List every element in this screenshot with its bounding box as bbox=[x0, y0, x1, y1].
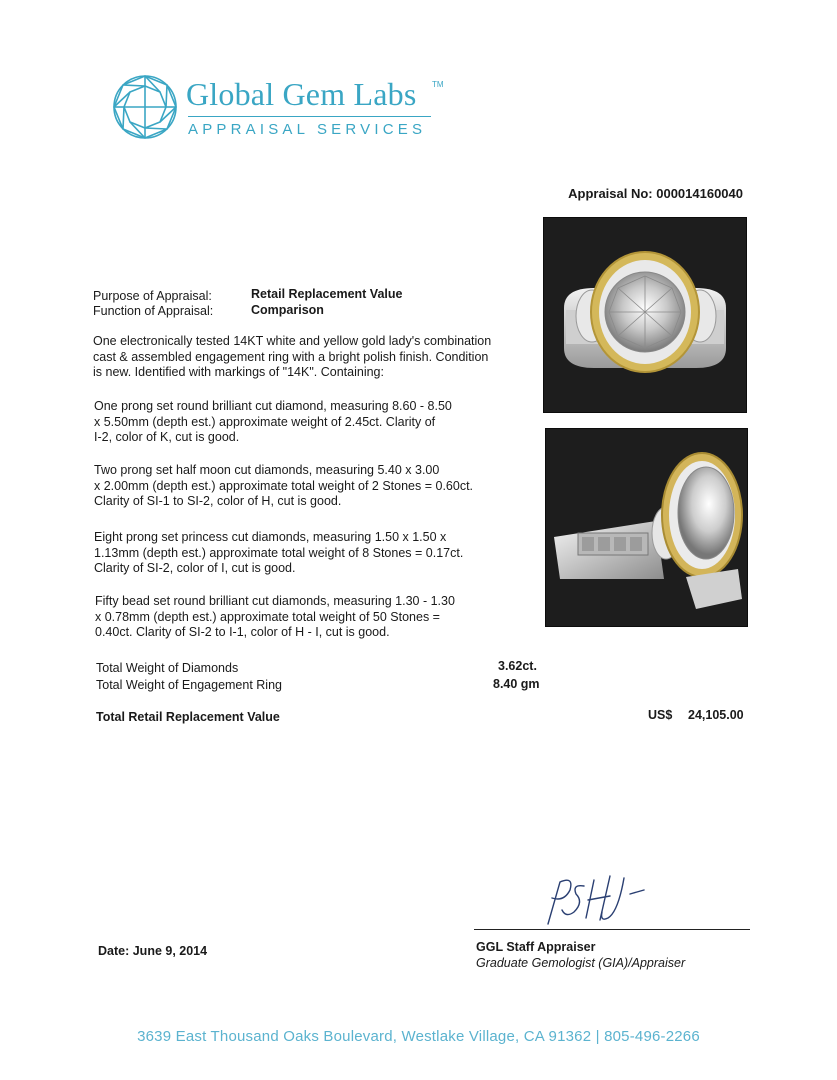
ring-photo-side bbox=[545, 428, 748, 627]
trademark-mark: TM bbox=[432, 80, 444, 89]
stone-line: Eight prong set princess cut diamonds, measuring 1.50 x 1.50 x bbox=[94, 530, 447, 544]
logo-divider bbox=[188, 116, 431, 117]
retail-currency: US$ bbox=[648, 708, 673, 722]
function-value: Comparison bbox=[251, 303, 324, 317]
stone-description-center bbox=[94, 399, 534, 446]
appraisal-date: Date: June 9, 2014 bbox=[98, 944, 208, 958]
footer-address: 3639 East Thousand Oaks Boulevard, Westlake Village, CA 91362 | 805-496-2266 bbox=[137, 1028, 700, 1045]
stone-line: One prong set round brilliant cut diamond, measuring 8.60 - 8.50 bbox=[94, 399, 452, 413]
signature-line bbox=[474, 929, 750, 930]
function-label: Function of Appraisal: bbox=[93, 304, 214, 318]
stone-line: Clarity of SI-2, color of I, cut is good. bbox=[94, 561, 296, 575]
logo-subtitle: APPRAISAL SERVICES bbox=[188, 121, 427, 138]
signature-scribble bbox=[540, 872, 650, 930]
total-retail-label: Total Retail Replacement Value bbox=[96, 710, 280, 724]
stone-line: x 5.50mm (depth est.) approximate weight of 2.45ct. Clarity of bbox=[94, 414, 436, 429]
stone-description-princess bbox=[94, 530, 534, 577]
stone-line: Clarity of SI-1 to SI-2, color of H, cut is good. bbox=[94, 494, 342, 508]
appraiser-title: Graduate Gemologist (GIA)/Appraiser bbox=[476, 956, 686, 970]
ring-top-view-image bbox=[544, 218, 746, 412]
purpose-label: Purpose of Appraisal: bbox=[93, 289, 212, 303]
diamond-outline-icon bbox=[112, 74, 178, 140]
purpose-value: Retail Replacement Value bbox=[251, 287, 403, 301]
stone-description-bead-set bbox=[95, 594, 535, 641]
appraiser-name: GGL Staff Appraiser bbox=[476, 940, 596, 954]
stone-line: x 2.00mm (depth est.) approximate total weight of 2 Stones = 0.60ct. bbox=[94, 478, 474, 493]
stone-line: 1.13mm (depth est.) approximate total weight of 8 Stones = 0.17ct. bbox=[94, 545, 464, 560]
description-line: is new. Identified with markings of "14K". Containing: bbox=[93, 365, 384, 379]
description-line: One electronically tested 14KT white and yellow gold lady's combination bbox=[93, 334, 492, 348]
appraisal-number: Appraisal No: 000014160040 bbox=[568, 186, 743, 201]
total-diamonds-label: Total Weight of Diamonds bbox=[96, 661, 239, 675]
total-ring-label: Total Weight of Engagement Ring bbox=[96, 678, 282, 692]
ring-photo-top bbox=[543, 217, 747, 413]
ring-side-view-image bbox=[546, 429, 747, 626]
stone-line: Fifty bead set round brilliant cut diamonds, measuring 1.30 - 1.30 bbox=[95, 594, 455, 608]
retail-value: 24,105.00 bbox=[688, 708, 744, 722]
stone-description-half-moon bbox=[94, 463, 534, 510]
total-ring-value: 8.40 gm bbox=[493, 677, 540, 691]
total-diamonds-value: 3.62ct. bbox=[498, 659, 537, 673]
stone-line: I-2, color of K, cut is good. bbox=[94, 430, 240, 444]
logo-wordmark: Global Gem Labs bbox=[186, 76, 417, 112]
description-line: cast & assembled engagement ring with a bright polish finish. Condition bbox=[93, 349, 489, 364]
stone-line: x 0.78mm (depth est.) approximate total weight of 50 Stones = bbox=[95, 609, 440, 624]
stone-line: 0.40ct. Clarity of SI-2 to I-1, color of H - I, cut is good. bbox=[95, 625, 390, 639]
ring-description bbox=[93, 334, 533, 381]
stone-line: Two prong set half moon cut diamonds, measuring 5.40 x 3.00 bbox=[94, 463, 440, 477]
